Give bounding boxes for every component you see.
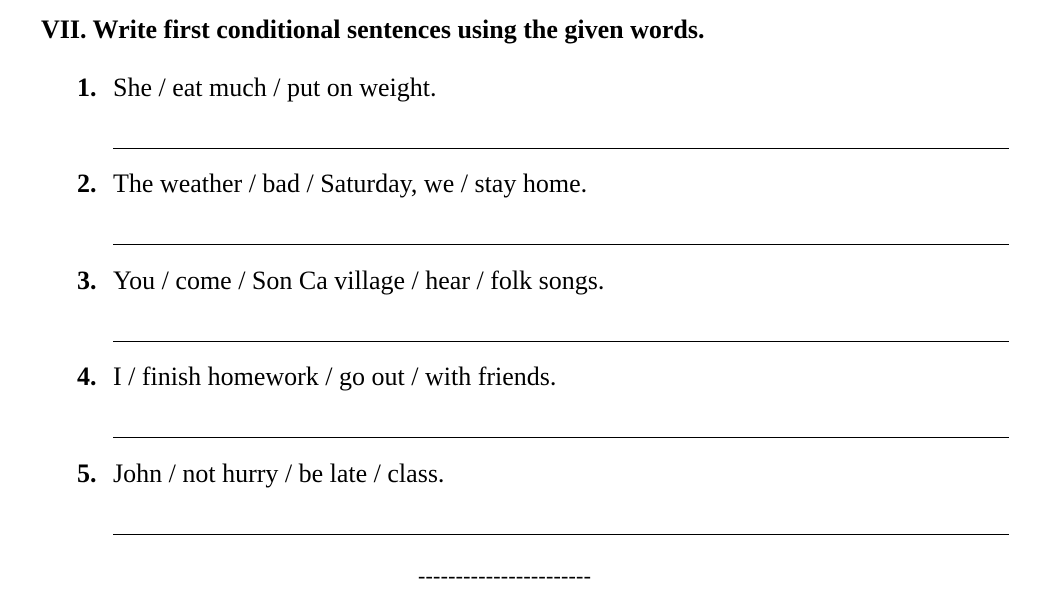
question-item-4 (0, 361, 1052, 457)
answer-line[interactable] (113, 534, 1009, 535)
question-item-3 (0, 265, 1052, 361)
question-item-5 (0, 458, 1052, 554)
question-prompt: The weather / bad / Saturday, we / stay home. (113, 169, 588, 198)
question-prompt: You / come / Son Ca village / hear / folk songs. (113, 266, 605, 295)
question-number: 3. (77, 266, 97, 295)
answer-line[interactable] (113, 341, 1009, 342)
question-prompt: John / not hurry / be late / class. (113, 459, 445, 488)
question-number: 1. (77, 73, 97, 102)
question-item-1 (0, 72, 1052, 168)
question-number: 5. (77, 459, 97, 488)
question-item-2 (0, 168, 1052, 264)
exercise-heading: VII. Write first conditional sentences using the given words. (41, 15, 705, 44)
answer-line[interactable] (113, 437, 1009, 438)
answer-line[interactable] (113, 244, 1009, 245)
question-prompt: She / eat much / put on weight. (113, 73, 437, 102)
question-number: 4. (77, 362, 97, 391)
question-prompt: I / finish homework / go out / with friends. (113, 362, 557, 391)
end-divider: ----------------------- (418, 563, 592, 588)
answer-line[interactable] (113, 148, 1009, 149)
question-number: 2. (77, 169, 97, 198)
